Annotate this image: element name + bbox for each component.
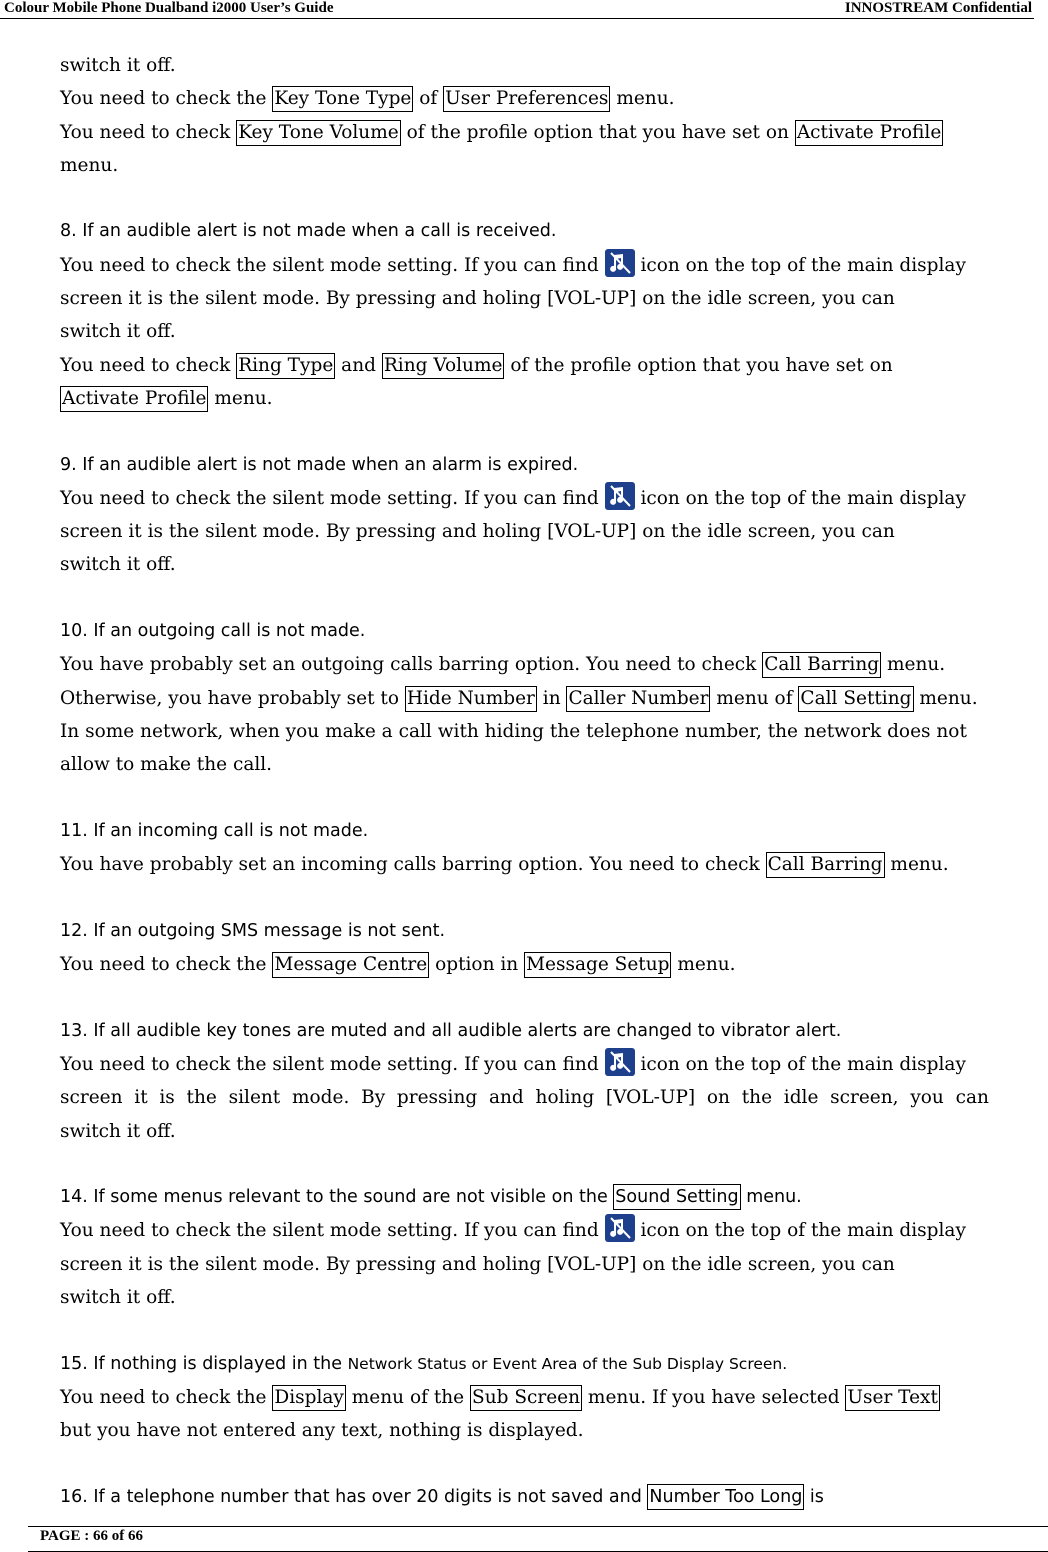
text-line (60, 382, 1036, 415)
text: of (413, 88, 444, 110)
text: option in (429, 954, 525, 976)
text: icon on the top of the main display (634, 254, 966, 276)
spacer (60, 582, 1036, 615)
text: menu. (740, 1187, 802, 1208)
text: switch it off. (60, 55, 176, 76)
text: icon on the top of the main display (634, 1053, 966, 1075)
silent-mode-icon (605, 1048, 635, 1076)
text: of the profile option that you have set on (400, 121, 795, 143)
text-line (60, 848, 1036, 881)
text-line: switch it off. (60, 1120, 176, 1142)
menu-ref-hide-number: Hide Number (405, 686, 537, 712)
text: menu of the (345, 1386, 471, 1408)
text-line: but you have not entered any text, nothing is displayed. (60, 1420, 584, 1442)
menu-ref-message-setup: Message Setup (524, 952, 671, 978)
text: You need to check (60, 121, 237, 143)
section-heading-8: 8. If an audible alert is not made when a call is received. (60, 221, 557, 242)
menu-ref-user-preferences: User Preferences (443, 86, 610, 112)
text: menu. (913, 687, 978, 709)
spacer (60, 881, 1036, 914)
text: of the profile option that you have set on (504, 354, 893, 376)
menu-ref-ring-volume: Ring Volume (382, 353, 505, 379)
text: menu. (881, 654, 946, 676)
text-line: screen it is the silent mode. By pressing and holing [VOL-UP] on the idle screen, you can (60, 1253, 895, 1275)
header-confidential: INNOSTREAM Confidential (844, 0, 1032, 16)
text: Network Status or Event Area of the Sub Display Screen. (347, 1354, 788, 1373)
text: 16. If a telephone number that has over 20 digits is not saved and (60, 1486, 648, 1507)
menu-ref-key-tone-volume: Key Tone Volume (236, 120, 401, 146)
text: You need to check the (60, 88, 273, 110)
menu-ref-call-barring: Call Barring (766, 852, 885, 878)
text: and (335, 354, 382, 376)
text-line (60, 349, 1036, 382)
menu-ref-activate-profile: Activate Profile (60, 386, 208, 412)
page-body (60, 49, 1036, 1514)
text-line: screen it is the silent mode. By pressing and holing [VOL-UP] on the idle screen, you can (60, 521, 895, 543)
text-line: screen it is the silent mode. By pressing and holing [VOL-UP] on the idle screen, you can (60, 288, 895, 310)
text: menu. (208, 387, 273, 409)
silent-mode-icon (605, 1214, 635, 1242)
section-heading-16 (60, 1481, 1036, 1514)
text: menu. (60, 154, 119, 176)
text: menu. If you have selected (582, 1386, 846, 1408)
section-heading-11: 11. If an incoming call is not made. (60, 820, 369, 841)
text: icon on the top of the main display (634, 487, 966, 509)
text: You need to check the (60, 954, 273, 976)
menu-ref-user-text: User Text (845, 1385, 939, 1411)
text: in (536, 687, 567, 709)
text-line: In some network, when you make a call with hiding the telephone number, the network does not (60, 720, 967, 742)
spacer (60, 782, 1036, 815)
text-line (60, 1381, 1036, 1414)
page-header (0, 0, 1034, 19)
text: is (804, 1486, 824, 1507)
text: 15. If nothing is displayed in the (60, 1353, 348, 1374)
section-heading-9: 9. If an audible alert is not made when an alarm is expired. (60, 454, 579, 475)
text-line: switch it off. (60, 321, 176, 343)
menu-ref-activate-profile: Activate Profile (795, 120, 943, 146)
text: Otherwise, you have probably set to (60, 687, 405, 709)
menu-ref-ring-type: Ring Type (236, 353, 335, 379)
menu-ref-number-too-long: Number Too Long (647, 1484, 804, 1510)
text: You need to check the silent mode setting. If you can find (60, 1220, 605, 1242)
menu-ref-call-setting: Call Setting (798, 686, 913, 712)
silent-mode-icon (605, 249, 635, 277)
text-line (60, 49, 1036, 82)
menu-ref-message-centre: Message Centre (272, 952, 429, 978)
text: You need to check (60, 354, 237, 376)
text: menu. (610, 88, 675, 110)
text: You need to check the silent mode setting. If you can find (60, 254, 605, 276)
section-heading-12: 12. If an outgoing SMS message is not sent. (60, 920, 446, 941)
text-line (60, 1048, 1036, 1081)
text-line (60, 682, 1036, 715)
page-footer (28, 1526, 1048, 1552)
text-line (60, 948, 1036, 981)
text-line (60, 648, 1036, 681)
text: menu. (671, 954, 736, 976)
spacer (60, 415, 1036, 448)
spacer (60, 981, 1036, 1014)
text-line (60, 1214, 1036, 1247)
spacer (60, 1314, 1036, 1347)
text-line (60, 149, 1036, 182)
text: menu of (710, 687, 799, 709)
text-line (60, 116, 1036, 149)
text-line: allow to make the call. (60, 754, 273, 776)
text-line: switch it off. (60, 1286, 176, 1308)
silent-mode-icon (605, 482, 635, 510)
text-line (60, 482, 1036, 515)
spacer (60, 1148, 1036, 1181)
section-heading-13: 13. If all audible key tones are muted and all audible alerts are changed to vibrator alert. (60, 1020, 842, 1041)
spacer (60, 182, 1036, 215)
text: 14. If some menus relevant to the sound are not visible on the (60, 1187, 614, 1208)
text-line (60, 82, 1036, 115)
header-title: Colour Mobile Phone Dualband i2000 User’s Guide (4, 0, 334, 16)
text: You need to check the silent mode setting. If you can find (60, 487, 605, 509)
text: icon on the top of the main display (634, 1220, 966, 1242)
section-heading-14 (60, 1181, 1036, 1214)
spacer (60, 1447, 1036, 1480)
page-number: PAGE : 66 of 66 (40, 1528, 144, 1544)
text: menu. (884, 854, 949, 876)
text-line: screen it is the silent mode. By pressing and holing [VOL-UP] on the idle screen, you can (60, 1087, 989, 1109)
menu-ref-caller-number: Caller Number (566, 686, 710, 712)
section-heading-10: 10. If an outgoing call is not made. (60, 621, 366, 642)
section-heading-15 (60, 1348, 1036, 1381)
text: You need to check the (60, 1386, 273, 1408)
menu-ref-sound-setting: Sound Setting (613, 1184, 740, 1210)
text: You have probably set an outgoing calls barring option. You need to check (60, 654, 763, 676)
text: You have probably set an incoming calls barring option. You need to check (60, 854, 766, 876)
menu-ref-sub-screen: Sub Screen (470, 1385, 582, 1411)
menu-ref-key-tone-type: Key Tone Type (272, 86, 413, 112)
menu-ref-display: Display (272, 1385, 345, 1411)
text-line (60, 249, 1036, 282)
text-line: switch it off. (60, 554, 176, 576)
text: You need to check the silent mode setting. If you can find (60, 1053, 605, 1075)
menu-ref-call-barring: Call Barring (762, 652, 881, 678)
